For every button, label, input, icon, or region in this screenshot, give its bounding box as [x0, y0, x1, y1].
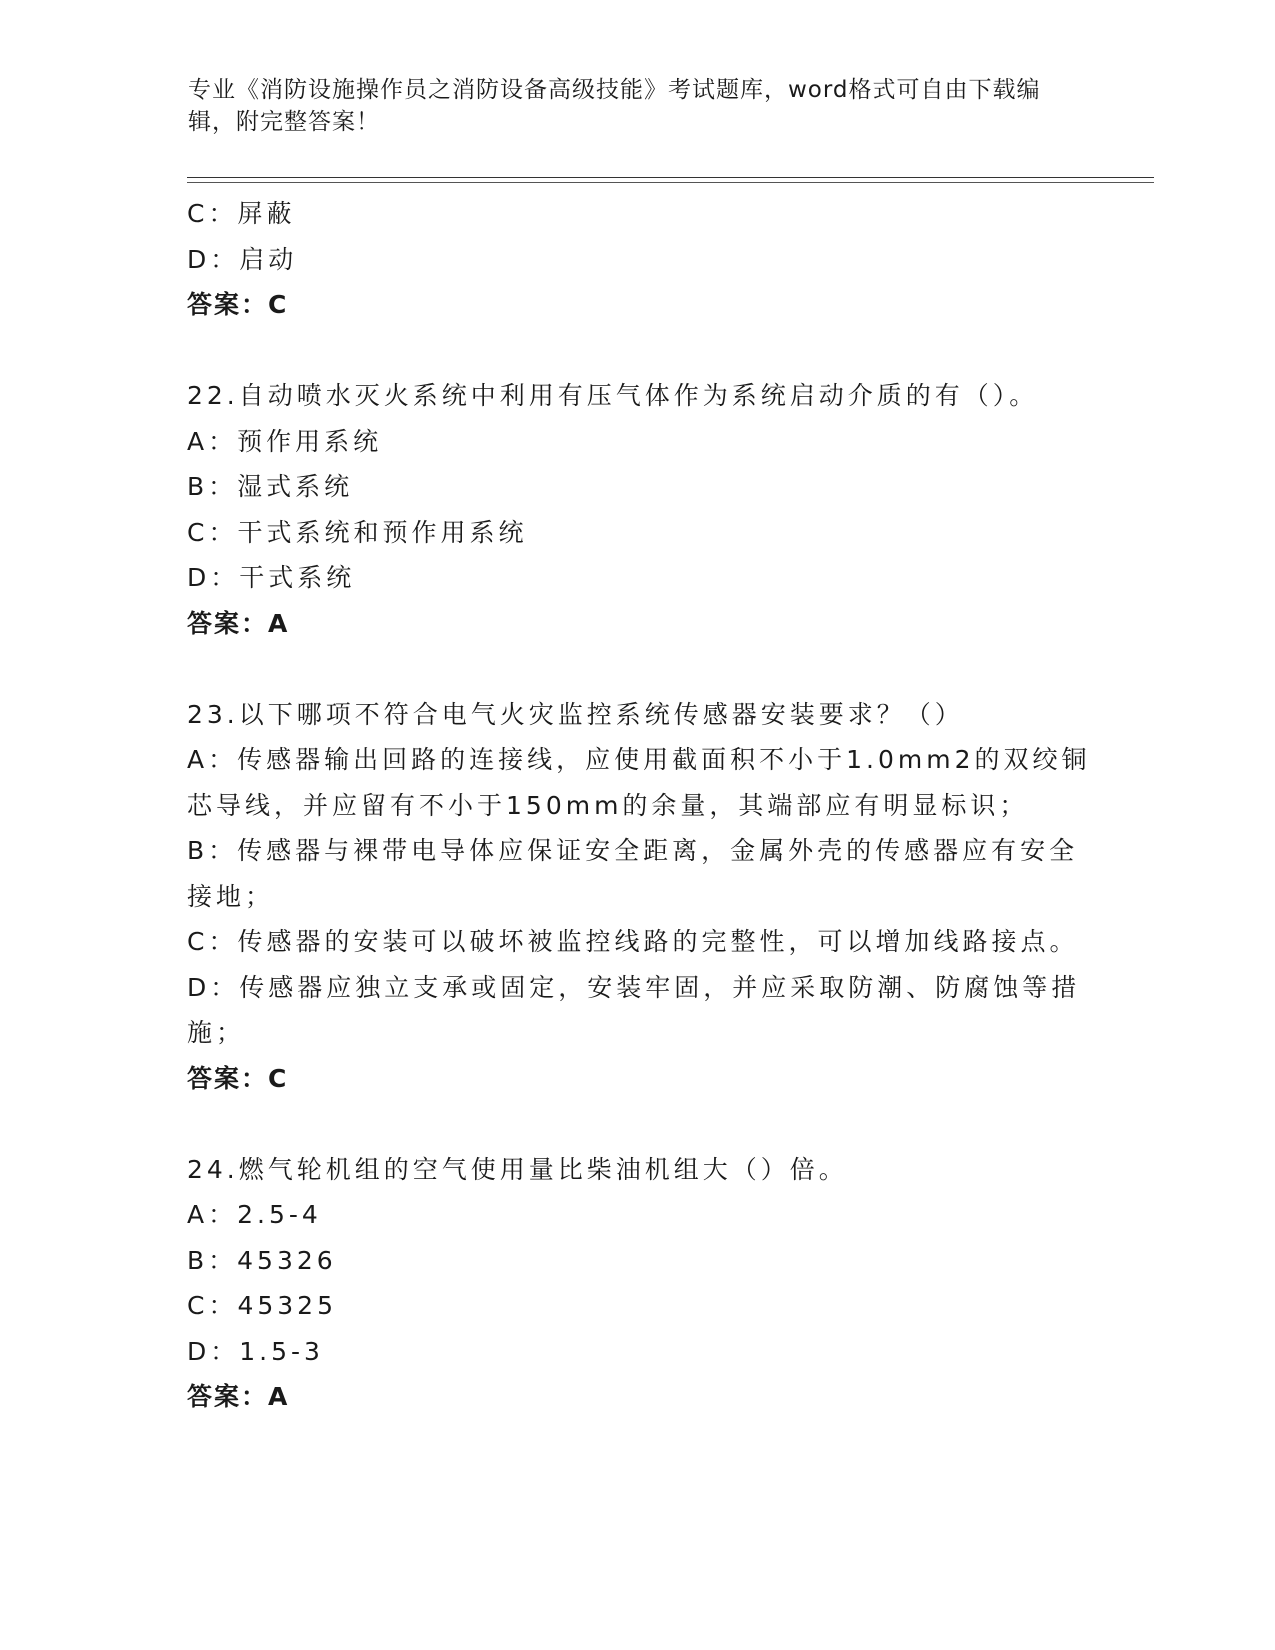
option-line: D：1.5-3	[187, 1336, 324, 1366]
document-header: 专业《消防设施操作员之消防设备高级技能》考试题库，word格式可自由下载编辑，附完整答案！	[188, 77, 1041, 135]
question-stem: 23.以下哪项不符合电气火灾监控系统传感器安装要求？（）	[187, 699, 964, 729]
header-divider-thin	[187, 182, 1154, 183]
option-line: B：45326	[187, 1245, 337, 1275]
option-line: A：预作用系统	[187, 426, 383, 456]
question-stem: 24.燃气轮机组的空气使用量比柴油机组大（）倍。	[187, 1154, 848, 1184]
option-line: D：传感器应独立支承或固定，安装牢固，并应采取防潮、防腐蚀等措	[187, 972, 1081, 1002]
spacer	[187, 1101, 1087, 1147]
answer-line: 答案：C	[187, 1063, 289, 1093]
option-line-continued: 芯导线，并应留有不小于150mm的余量，其端部应有明显标识；	[187, 790, 1029, 820]
spacer	[187, 328, 1087, 374]
spacer	[187, 646, 1087, 692]
question-22	[187, 373, 1087, 646]
question-24	[187, 1147, 1087, 1420]
option-line: C：屏蔽	[187, 199, 296, 228]
partial-question	[187, 191, 1087, 328]
option-line: C：45325	[187, 1291, 337, 1320]
option-line: B：传感器与裸带电导体应保证安全距离，金属外壳的传感器应有安全	[187, 836, 1079, 865]
answer-line: 答案：C	[187, 290, 289, 319]
answer-line: 答案：A	[187, 1382, 290, 1411]
option-line: C：干式系统和预作用系统	[187, 517, 528, 547]
question-list	[187, 191, 1091, 1420]
option-line: B：湿式系统	[187, 472, 354, 501]
question-stem: 22.自动喷水灭火系统中利用有压气体作为系统启动介质的有（）。	[187, 381, 1039, 410]
header-divider	[187, 177, 1154, 178]
option-line: D：干式系统	[187, 563, 356, 592]
answer-line: 答案：A	[187, 608, 290, 638]
option-line: C：传感器的安装可以破坏被监控线路的完整性，可以增加线路接点。	[187, 927, 1079, 956]
option-line-continued: 施；	[187, 1018, 246, 1047]
question-23	[187, 692, 1091, 1102]
option-line: A：2.5-4	[187, 1200, 322, 1229]
option-line-continued: 接地；	[187, 881, 275, 911]
option-line: D：启动	[187, 244, 298, 274]
option-line: A：传感器输出回路的连接线，应使用截面积不小于1.0mm2的双绞铜	[187, 745, 1091, 774]
